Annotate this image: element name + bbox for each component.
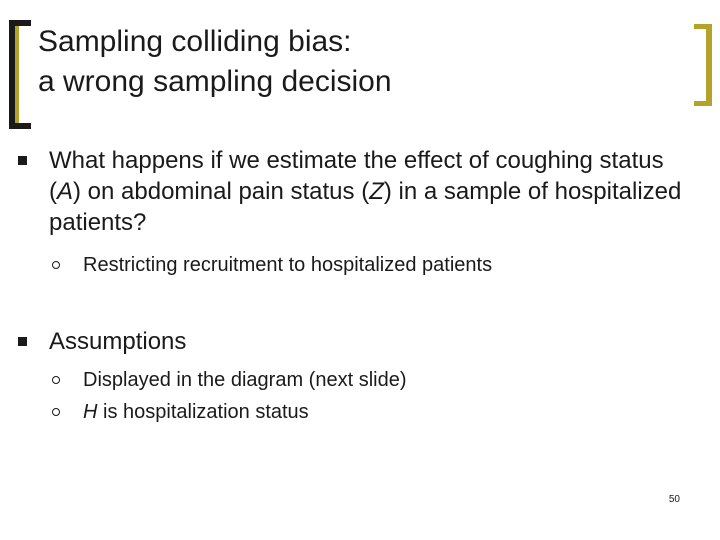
bullet-text-2: Assumptions [49, 328, 187, 355]
bullet-square-icon [18, 156, 27, 165]
sub-bullet-text-2-1: Displayed in the diagram (next slide) [83, 369, 407, 391]
sub-bullet-circle-icon [52, 261, 60, 269]
bullet-square-icon [18, 337, 27, 346]
sub-bullet-circle-icon [52, 408, 60, 416]
title-line-2: a wrong sampling decision [38, 65, 392, 98]
sub-bullet-text-2-2: H is hospitalization status [83, 401, 309, 423]
bullet-text-1: What happens if we estimate the effect of coughing status (A) on abdominal pain status (Z) in a sample of hospitalized patients? [49, 147, 682, 236]
slide-title [38, 22, 678, 102]
sub-bullet-circle-icon [52, 376, 60, 384]
title-left-bracket [9, 20, 31, 129]
title-right-bracket [694, 24, 712, 106]
page-number: 50 [668, 494, 680, 505]
sub-bullet-text-1-1: Restricting recruitment to hospitalized patients [83, 254, 493, 276]
title-line-1: Sampling colliding bias: [38, 25, 352, 58]
